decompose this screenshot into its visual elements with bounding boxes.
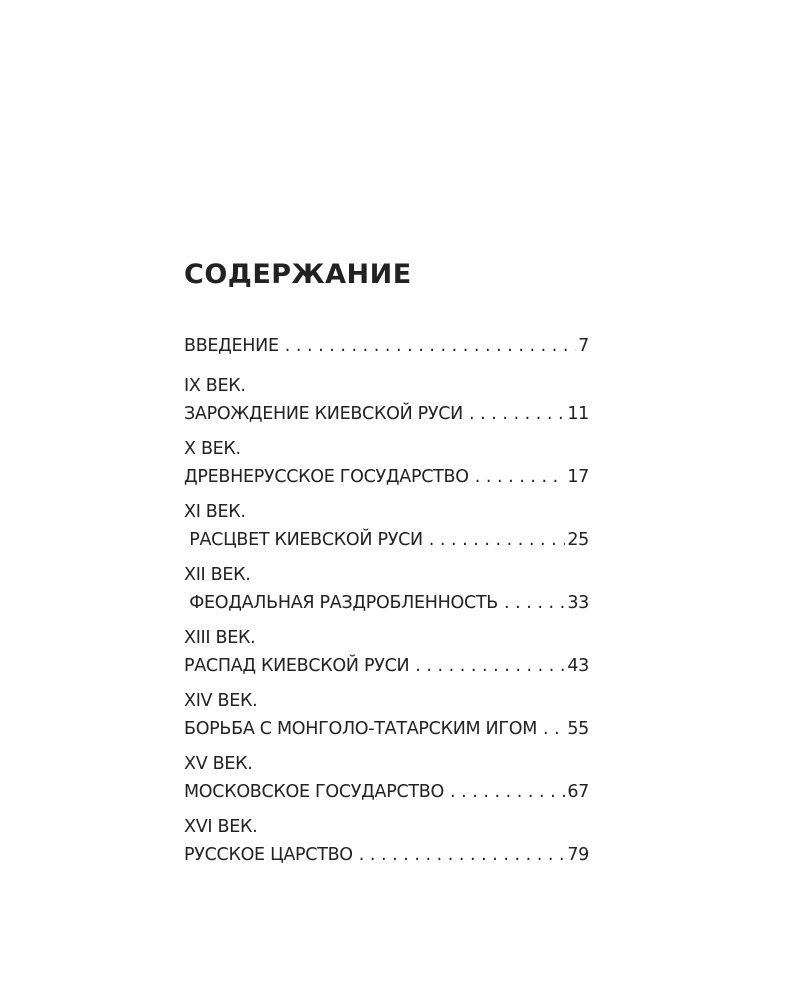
dot-leader <box>415 652 565 680</box>
entry-label: РАСЦВЕТ КИЕВСКОЙ РУСИ <box>184 530 423 550</box>
entry-line <box>184 652 589 680</box>
entry-label: РАСПАД КИЕВСКОЙ РУСИ <box>184 656 410 676</box>
century-heading: XVI ВЕК. <box>184 817 258 837</box>
page-number: 43 <box>567 656 589 676</box>
entry-line <box>184 526 589 554</box>
page-title: СОДЕРЖАНИЕ <box>184 259 412 290</box>
toc-entry[interactable] <box>184 372 589 428</box>
dot-leader <box>285 332 576 360</box>
page-number: 33 <box>567 593 589 613</box>
page-number: 25 <box>567 530 589 550</box>
page-number: 55 <box>567 719 589 739</box>
toc-entry[interactable] <box>184 561 589 617</box>
century-heading: XII ВЕК. <box>184 565 251 585</box>
entry-line <box>184 589 589 617</box>
dot-leader <box>359 841 566 869</box>
entry-line <box>184 778 589 806</box>
entry-label: ВВЕДЕНИЕ <box>184 336 279 356</box>
entry-label: РУССКОЕ ЦАРСТВО <box>184 845 353 865</box>
toc-entry[interactable] <box>184 435 589 491</box>
entry-line <box>184 400 589 428</box>
entry-label: ЗАРОЖДЕНИЕ КИЕВСКОЙ РУСИ <box>184 404 463 424</box>
century-heading: XIV ВЕК. <box>184 691 258 711</box>
dot-leader <box>475 463 566 491</box>
page-number: 79 <box>567 845 589 865</box>
century-heading: XI ВЕК. <box>184 502 246 522</box>
entry-label: ФЕОДАЛЬНАЯ РАЗДРОБЛЕННОСТЬ <box>184 593 498 613</box>
toc-entry[interactable] <box>184 624 589 680</box>
entry-line <box>184 332 589 360</box>
entry-label: БОРЬБА С МОНГОЛО-ТАТАРСКИМ ИГОМ <box>184 719 537 739</box>
dot-leader <box>469 400 565 428</box>
century-heading: XV ВЕК. <box>184 754 253 774</box>
century-heading: XIII ВЕК. <box>184 628 256 648</box>
toc-entry[interactable] <box>184 750 589 806</box>
dot-leader <box>450 778 565 806</box>
entry-line <box>184 463 589 491</box>
dot-leader <box>504 589 565 617</box>
dot-leader <box>429 526 566 554</box>
toc-entry[interactable] <box>184 687 589 743</box>
page-number: 17 <box>567 467 589 487</box>
toc-entry-intro[interactable] <box>184 332 589 360</box>
table-of-contents <box>184 258 589 876</box>
century-heading: X ВЕК. <box>184 439 241 459</box>
page-number: 7 <box>578 336 589 356</box>
dot-leader <box>543 715 565 743</box>
century-heading: IX ВЕК. <box>184 376 246 396</box>
page-number: 11 <box>567 404 589 424</box>
page-number: 67 <box>567 782 589 802</box>
entry-line <box>184 715 589 743</box>
toc-entry[interactable] <box>184 498 589 554</box>
entry-label: МОСКОВСКОЕ ГОСУДАРСТВО <box>184 782 444 802</box>
entry-label: ДРЕВНЕРУССКОЕ ГОСУДАРСТВО <box>184 467 469 487</box>
toc-entry[interactable] <box>184 813 589 869</box>
entry-line <box>184 841 589 869</box>
